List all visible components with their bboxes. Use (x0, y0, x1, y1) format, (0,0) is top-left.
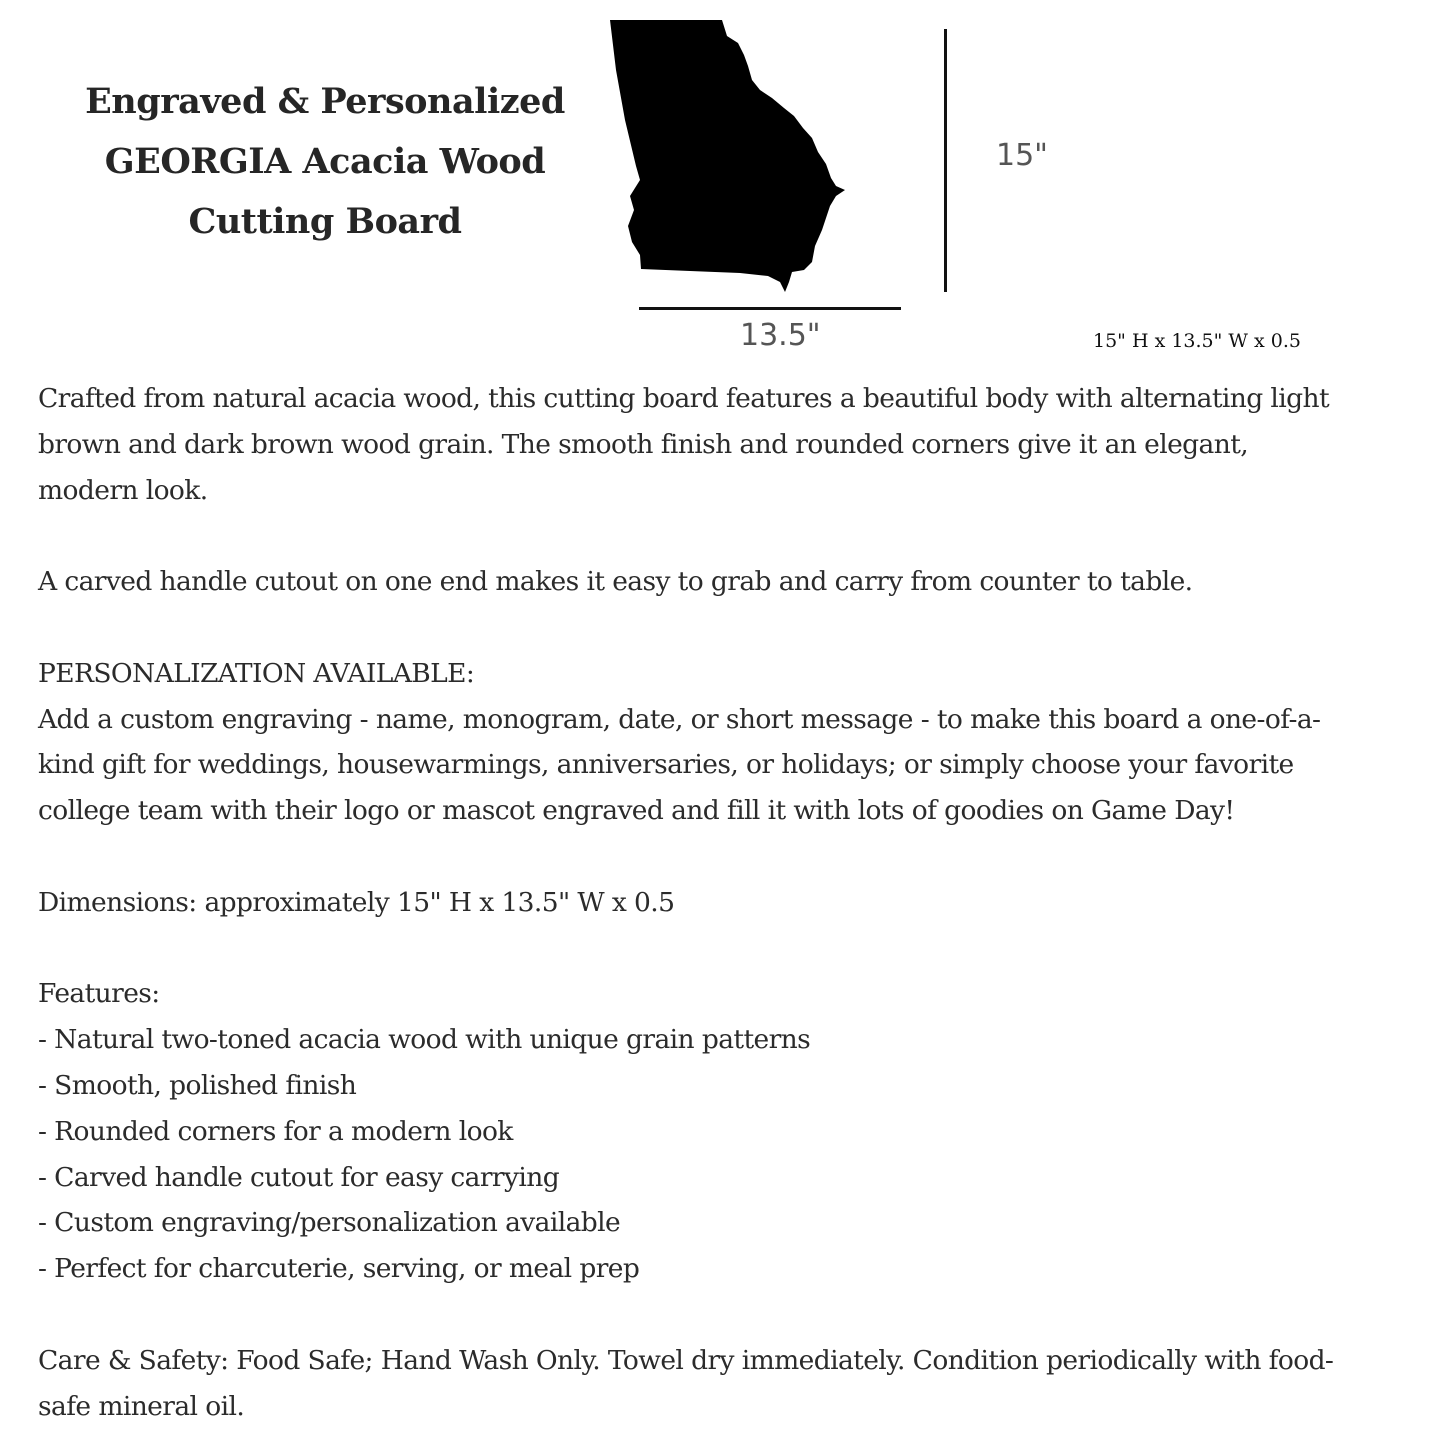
description-line: modern look. (38, 474, 208, 506)
feature-item: - Custom engraving/personalization available (38, 1207, 621, 1239)
personalization-line: college team with their logo or mascot engraved and fill it with lots of goodies on Game Day! (38, 795, 1235, 827)
description-line: Crafted from natural acacia wood, this cutting board features a beautiful body with alternating light (38, 383, 1330, 414)
feature-item: - Smooth, polished finish (38, 1069, 357, 1101)
height-dimension-line (944, 29, 947, 292)
georgia-outline-shape (610, 20, 845, 292)
personalization-line: Add a custom engraving - name, monogram, date, or short message - to make this board a one-of-a- (38, 703, 1321, 735)
description-line: brown and dark brown wood grain. The smooth finish and rounded corners give it an elegant, (38, 428, 1249, 460)
title-line-2: GEORGIA Acacia Wood (104, 141, 546, 182)
feature-item: - Natural two-toned acacia wood with unique grain patterns (38, 1024, 811, 1056)
width-label: 13.5" (740, 318, 821, 353)
features-heading: Features: (38, 978, 160, 1010)
dimensions-text: Dimensions: approximately 15" H x 13.5" W x 0.5 (38, 886, 675, 918)
care-line: safe mineral oil. (38, 1390, 245, 1422)
width-dimension-line (639, 307, 901, 310)
feature-item: - Rounded corners for a modern look (38, 1115, 513, 1147)
personalization-line: kind gift for weddings, housewarmings, anniversaries, or holidays; or simply choose your favorite (38, 749, 1294, 781)
feature-item: - Carved handle cutout for easy carrying (38, 1161, 560, 1193)
personalization-heading: PERSONALIZATION AVAILABLE: (38, 657, 475, 689)
title-line-3: Cutting Board (188, 201, 462, 242)
title-line-1: Engraved & Personalized (85, 81, 565, 122)
feature-item: - Perfect for charcuterie, serving, or meal prep (38, 1253, 640, 1285)
care-line: Care & Safety: Food Safe; Hand Wash Only. Towel dry immediately. Condition periodically with food- (38, 1344, 1334, 1376)
product-description (38, 376, 1413, 1429)
handle-description: A carved handle cutout on one end makes it easy to grab and carry from counter to table. (38, 566, 1193, 598)
dimensions-caption: 15" H x 13.5" W x 0.5 (1093, 330, 1301, 352)
height-label: 15" (996, 138, 1048, 173)
